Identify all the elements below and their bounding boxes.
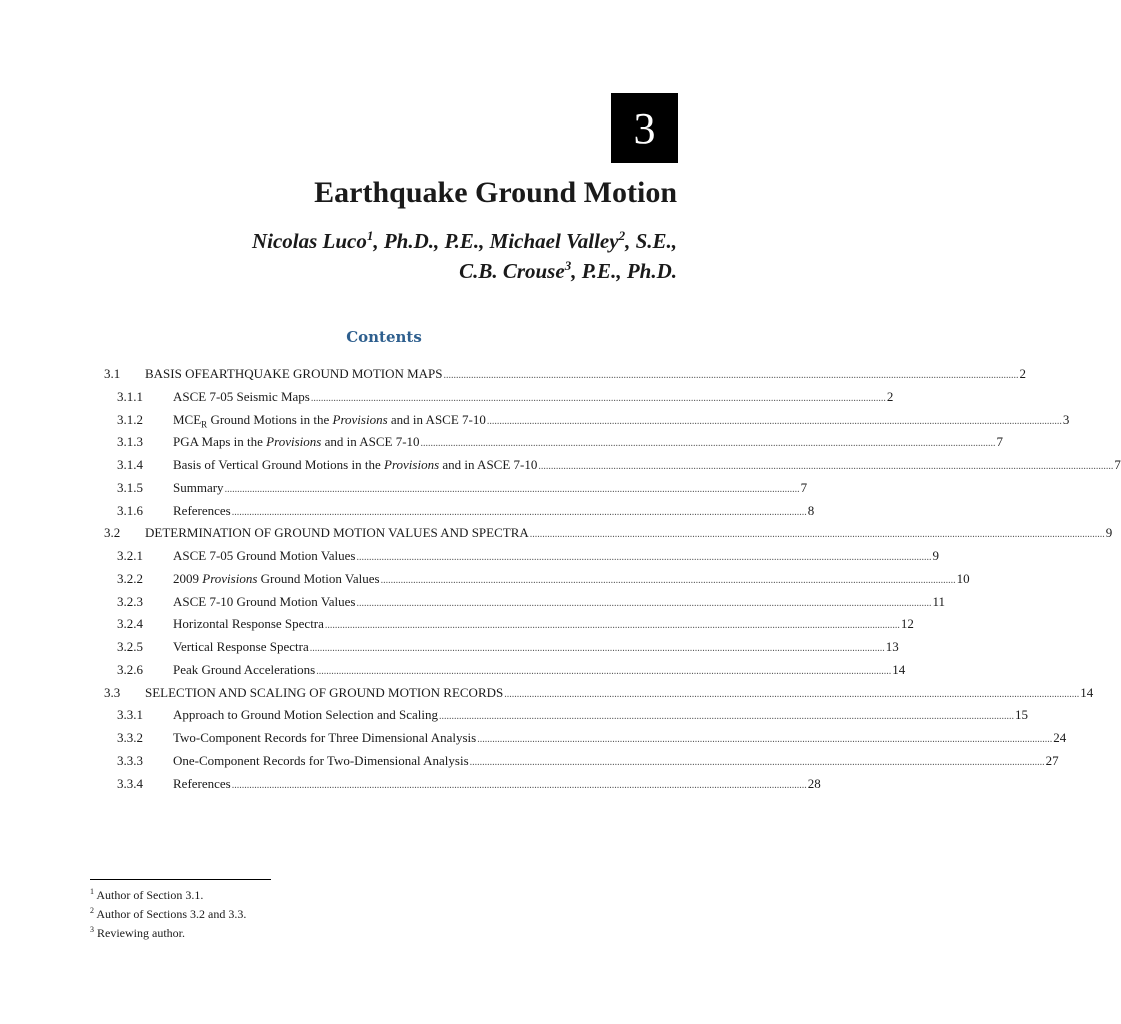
- toc-entry[interactable]: [117, 775, 821, 796]
- footnotes: [90, 884, 246, 941]
- toc-dot-leader: [487, 412, 1062, 428]
- toc-dot-leader: [232, 776, 807, 792]
- toc-dot-leader: [530, 525, 1105, 541]
- toc-entry-page: 7: [800, 479, 808, 495]
- toc-entry-page: 9: [1105, 525, 1113, 541]
- toc-dot-leader: [356, 594, 931, 610]
- toc-entry[interactable]: [117, 752, 1059, 773]
- authors-line-1: [252, 226, 677, 256]
- toc-entry-title: Basis of Vertical Ground Motions in the Provisions and in ASCE 7-10: [173, 457, 538, 472]
- toc-entry-title: DETERMINATION OF GROUND MOTION VALUES AND SPECTRA: [145, 525, 529, 541]
- footnote-divider: [90, 879, 271, 880]
- footnote-number: 2: [90, 906, 94, 915]
- toc-dot-leader: [225, 480, 800, 496]
- toc-dot-leader: [439, 707, 1014, 723]
- footnote: [90, 903, 246, 922]
- toc-dot-leader: [504, 685, 1079, 701]
- toc-dot-leader: [232, 503, 807, 519]
- toc-entry-number: 3.3.1: [117, 707, 143, 723]
- toc-entry-number: 3.1.4: [117, 457, 143, 472]
- toc-entry-number: 3.2.5: [117, 639, 143, 654]
- toc-entry[interactable]: [117, 434, 1004, 454]
- toc-entry-title: One-Component Records for Two-Dimensional Analysis: [173, 752, 469, 768]
- toc-entry-number: 3.1.1: [117, 388, 143, 404]
- author-name: Michael Valley: [489, 229, 619, 253]
- toc-entry[interactable]: [117, 639, 899, 659]
- toc-entry[interactable]: [117, 411, 1070, 432]
- toc-entry[interactable]: [104, 525, 1113, 545]
- toc-entry-title: 2009 Provisions Ground Motion Values: [173, 570, 380, 586]
- toc-entry[interactable]: [104, 366, 1027, 386]
- toc-entry[interactable]: [117, 570, 970, 591]
- author-name: C.B. Crouse: [459, 259, 565, 283]
- toc-dot-leader: [325, 616, 900, 632]
- toc-entry[interactable]: [117, 479, 808, 500]
- authors-line-2: [252, 256, 677, 286]
- toc-dot-leader: [381, 571, 956, 587]
- toc-entry-title: Summary: [173, 479, 224, 495]
- footnote-text: Reviewing author.: [94, 926, 185, 940]
- toc-dot-leader: [316, 662, 891, 678]
- toc-entry-number: 3.3.3: [117, 752, 143, 768]
- toc-entry-page: 9: [932, 548, 939, 563]
- toc-entry-number: 3.1.2: [117, 411, 143, 427]
- toc-entry[interactable]: [117, 593, 946, 614]
- toc-entry-number: 3.3: [104, 684, 121, 700]
- author-footnote-mark: 2: [618, 228, 626, 243]
- toc-entry-title: Approach to Ground Motion Selection and Scaling: [173, 707, 439, 723]
- toc-entry-page: 12: [900, 616, 914, 632]
- toc-entry-number: 3.2: [104, 525, 121, 541]
- toc-entry-number: 3.2.6: [117, 661, 143, 677]
- toc-entry-page: 10: [956, 570, 970, 586]
- toc-entry-title: SELECTION AND SCALING OF GROUND MOTION RECORDS: [145, 684, 504, 700]
- toc-entry-number: 3.2.1: [117, 548, 143, 563]
- author-credentials: , Ph.D., P.E.,: [373, 229, 490, 253]
- footnote-number: 1: [90, 887, 94, 896]
- footnote: [90, 884, 246, 903]
- author-credentials: , S.E.,: [625, 229, 677, 253]
- toc-entry-page: 15: [1015, 707, 1029, 723]
- toc-entry-number: 3.1.6: [117, 502, 143, 518]
- toc-entry-page: 2: [886, 388, 894, 404]
- toc-entry-title: Two-Component Records for Three Dimensional Analysis: [173, 730, 477, 745]
- toc-entry-page: 11: [932, 593, 946, 609]
- toc-entry-page: 7: [996, 434, 1004, 450]
- toc-entry-number: 3.2.3: [117, 593, 143, 609]
- toc-entry-page: 14: [1080, 684, 1094, 700]
- toc-entry[interactable]: [104, 684, 1094, 705]
- toc-entry-title: BASIS OFEARTHQUAKE GROUND MOTION MAPS: [145, 366, 443, 381]
- author-credentials: , P.E., Ph.D.: [571, 259, 677, 283]
- toc-entry-page: 3: [1062, 411, 1070, 427]
- authors-block: [252, 226, 677, 286]
- toc-entry-number: 3.1: [104, 366, 121, 381]
- chapter-number-box: [611, 93, 678, 163]
- toc-entry-title: References: [173, 775, 231, 791]
- chapter-number: 3: [633, 103, 656, 153]
- toc-dot-leader: [477, 730, 1052, 746]
- toc-entry-number: 3.2.2: [117, 570, 143, 586]
- toc-entry-title: ASCE 7-05 Ground Motion Values: [173, 548, 356, 563]
- toc-entry[interactable]: [117, 707, 1029, 727]
- toc-dot-leader: [470, 753, 1045, 769]
- toc-entry-page: 14: [892, 661, 906, 677]
- footnote-text: Author of Section 3.1.: [94, 888, 204, 902]
- contents-heading: Contents: [346, 328, 422, 346]
- toc-entry-number: 3.1.5: [117, 479, 143, 495]
- toc-entry-page: 27: [1045, 752, 1059, 768]
- chapter-title: Earthquake Ground Motion: [314, 176, 677, 209]
- author-name: Nicolas Luco: [251, 229, 367, 253]
- toc-entry-number: 3.1.3: [117, 434, 143, 450]
- author-footnote-mark: 3: [564, 258, 572, 273]
- toc-entry[interactable]: [117, 457, 1121, 477]
- toc-entry[interactable]: [117, 548, 939, 568]
- toc-entry-page: 24: [1053, 730, 1067, 745]
- footnote-number: 3: [90, 925, 94, 934]
- toc-dot-leader: [538, 457, 1113, 473]
- toc-entry-title: PGA Maps in the Provisions and in ASCE 7-10: [173, 434, 420, 450]
- toc-entry-title: Peak Ground Accelerations: [173, 661, 316, 677]
- toc-entry-number: 3.2.4: [117, 616, 143, 632]
- toc-entry[interactable]: [117, 616, 914, 636]
- toc-dot-leader: [311, 389, 886, 405]
- toc-entry-title: ASCE 7-10 Ground Motion Values: [173, 593, 356, 609]
- footnote-text: Author of Sections 3.2 and 3.3.: [94, 907, 247, 921]
- toc-entry-page: 2: [1019, 366, 1027, 381]
- toc-entry-title: ASCE 7-05 Seismic Maps: [173, 388, 310, 404]
- author-footnote-mark: 1: [366, 228, 374, 243]
- toc-dot-leader: [356, 548, 931, 564]
- toc-entry[interactable]: [117, 661, 906, 682]
- toc-entry-title: Horizontal Response Spectra: [173, 616, 324, 632]
- toc-dot-leader: [421, 434, 996, 450]
- toc-entry[interactable]: [117, 502, 815, 523]
- toc-entry-number: 3.3.2: [117, 730, 143, 745]
- toc-entry-title: $MCE_R$ Ground Motions in the Provisions and in ASCE 7-10: [173, 411, 486, 430]
- toc-entry-title: References: [173, 502, 231, 518]
- toc-dot-leader: [444, 366, 1019, 382]
- toc-entry-number: 3.3.4: [117, 775, 143, 791]
- toc-entry[interactable]: [117, 388, 894, 409]
- footnote: [90, 922, 246, 941]
- toc-entry-page: 8: [807, 502, 815, 518]
- toc-dot-leader: [310, 639, 885, 655]
- toc-entry-page: 7: [1114, 457, 1121, 472]
- toc-entry[interactable]: [117, 730, 1067, 750]
- toc-entry-page: 28: [807, 775, 821, 791]
- toc-entry-page: 13: [885, 639, 899, 654]
- toc-entry-title: Vertical Response Spectra: [173, 639, 309, 654]
